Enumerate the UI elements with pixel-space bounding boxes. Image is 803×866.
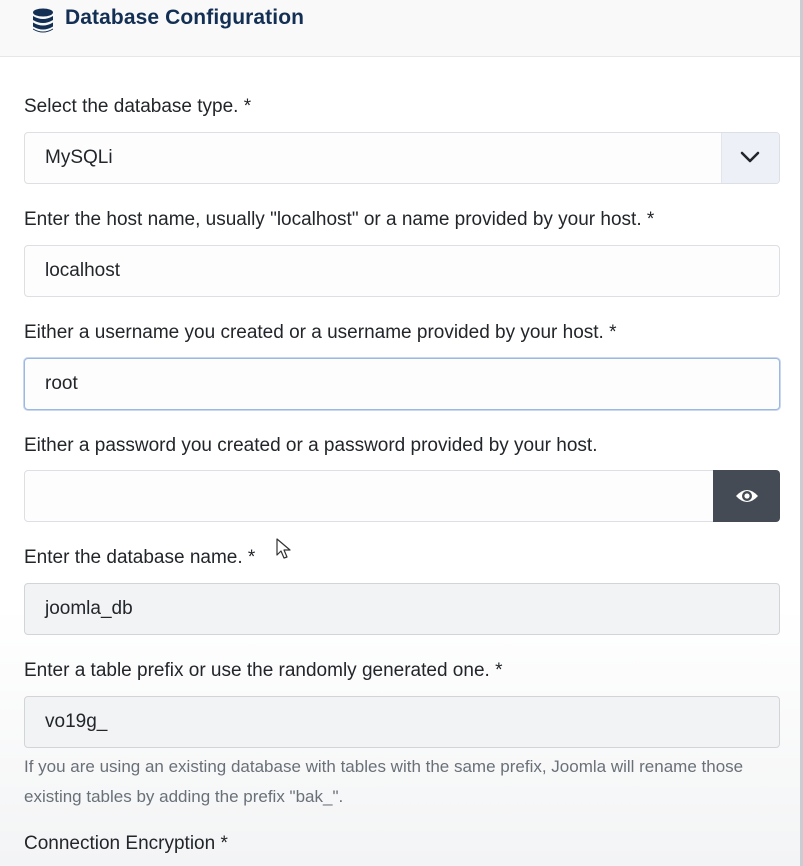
username-label: Either a username you created or a username provided by your host. *	[24, 322, 617, 343]
password-label: Either a password you created or a password provided by your host.	[24, 435, 598, 456]
prefix-input-value: vo19g_	[45, 711, 108, 732]
host-label: Enter the host name, usually "localhost" or a name provided by your host. *	[24, 209, 655, 230]
eye-icon	[735, 486, 759, 506]
prefix-input[interactable]	[24, 696, 780, 748]
db-type-selected-value: MySQLi	[45, 147, 113, 168]
db-type-dropdown-toggle[interactable]	[721, 133, 779, 183]
prefix-label: Enter a table prefix or use the randomly generated one. *	[24, 660, 503, 681]
db-name-input[interactable]	[24, 583, 780, 635]
db-type-select[interactable]	[24, 132, 780, 184]
host-input-value: localhost	[45, 260, 120, 281]
mouse-pointer-icon	[276, 538, 292, 565]
chevron-down-icon	[740, 150, 760, 164]
section-header	[0, 0, 800, 57]
prefix-help-text: If you are using an existing database with tables with the same prefix, Joomla will rename those existing tables by adding the prefix "bak_".	[24, 757, 744, 806]
host-input[interactable]	[24, 245, 780, 297]
db-name-input-value: joomla_db	[45, 598, 133, 619]
db-name-label: Enter the database name. *	[24, 547, 256, 568]
encryption-label: Connection Encryption *	[24, 833, 228, 854]
toggle-password-visibility-button[interactable]	[713, 470, 780, 522]
page-title: Database Configuration	[65, 6, 305, 29]
username-input[interactable]	[24, 358, 780, 410]
password-input[interactable]	[24, 470, 714, 522]
database-icon	[32, 8, 54, 34]
username-input-value: root	[45, 373, 78, 394]
db-type-label: Select the database type. *	[24, 96, 252, 117]
